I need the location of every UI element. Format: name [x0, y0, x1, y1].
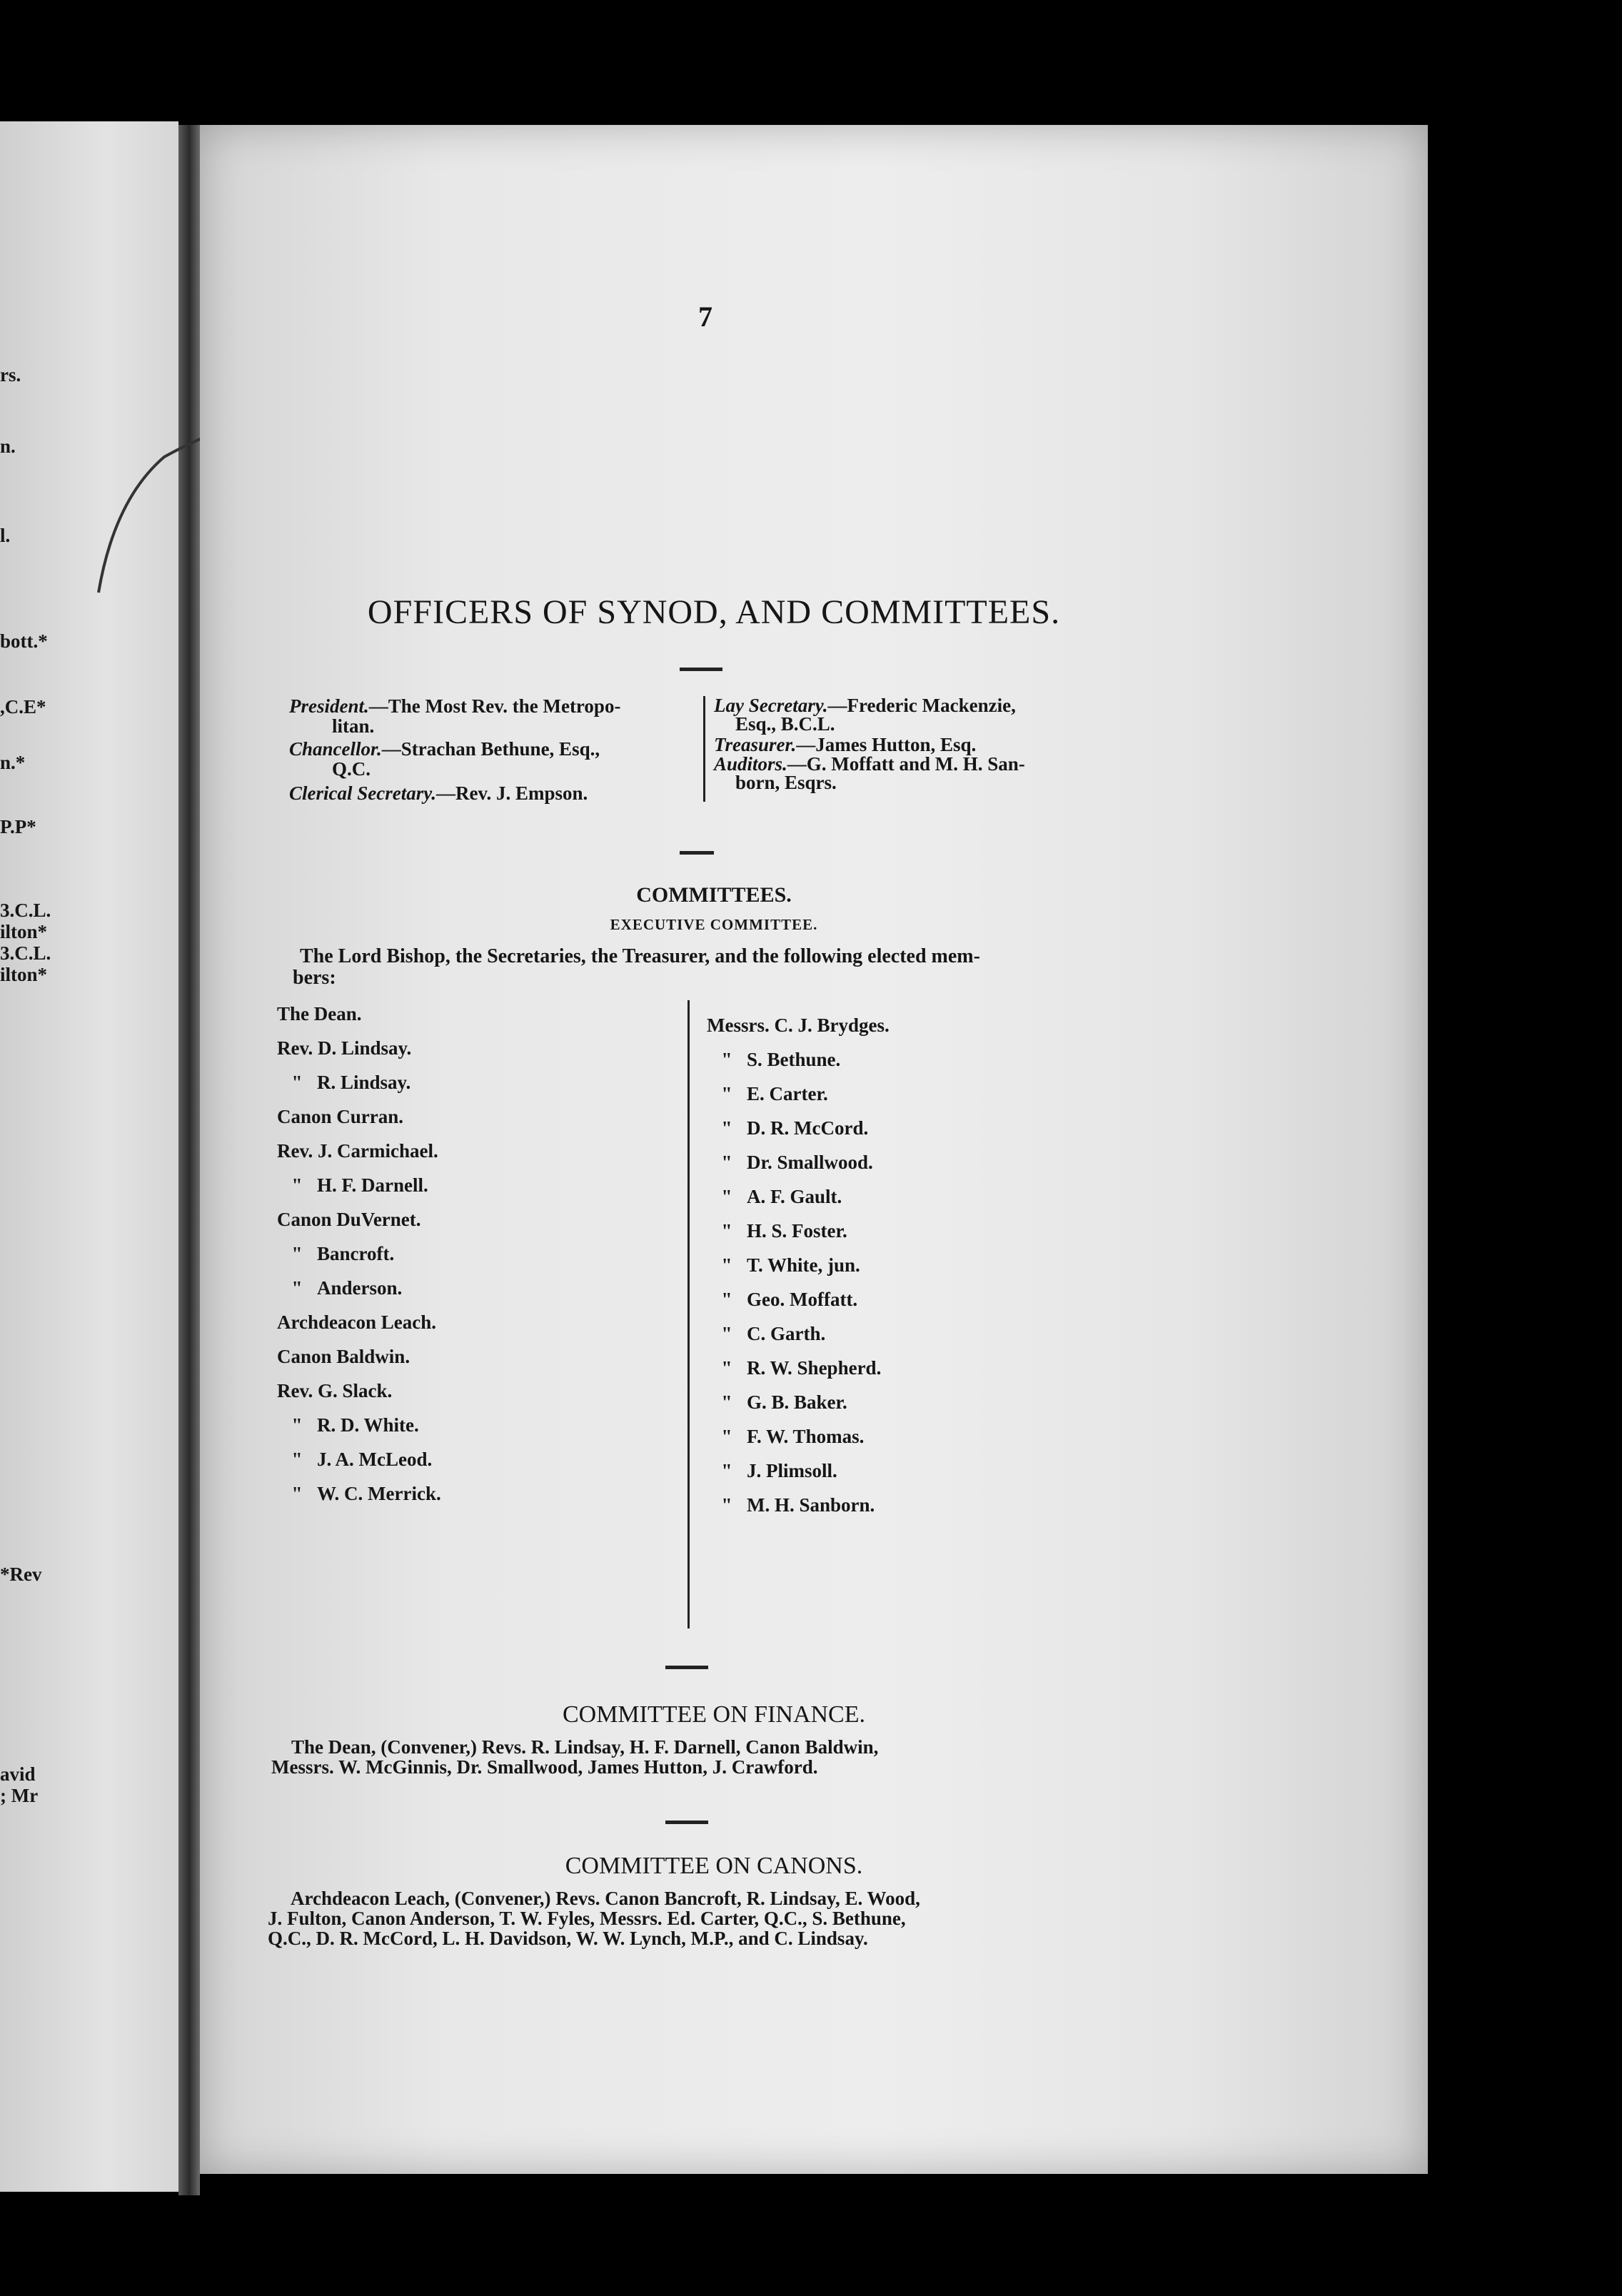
member-item: [707, 1077, 890, 1111]
member-name: Messrs. C. J. Brydges.: [707, 1014, 890, 1036]
canons-line: Archdeacon Leach, (Convener,) Revs. Canon Bancroft, R. Lindsay, E. Wood,: [291, 1888, 920, 1909]
executive-intro-line: bers:: [293, 967, 336, 989]
member-item: [707, 1316, 890, 1351]
ditto-mark: ": [721, 1323, 732, 1344]
officer-detail-cont: Esq., B.C.L.: [735, 713, 835, 735]
officer-detail: —James Hutton, Esq.: [796, 734, 977, 755]
ditto-mark: ": [721, 1049, 732, 1070]
member-item: [707, 1111, 890, 1145]
ditto-mark: ": [721, 1186, 732, 1207]
left-page-fragment: ilton*: [0, 964, 48, 985]
member-name: M. H. Sanborn.: [747, 1494, 875, 1516]
left-page-fragment: ; Mr: [0, 1785, 39, 1806]
member-item: [707, 1042, 890, 1077]
executive-intro-line: The Lord Bishop, the Secretaries, the Treasurer, and the following elected mem-: [300, 945, 980, 967]
officer-role: Lay Secretary.: [714, 695, 828, 716]
ditto-mark: ": [291, 1277, 303, 1299]
ditto-mark: ": [721, 1117, 732, 1139]
finance-heading: COMMITTEE ON FINANCE.: [562, 1701, 866, 1728]
member-item: [277, 997, 441, 1031]
officer-detail: —Frederic Mackenzie,: [827, 695, 1016, 716]
member-name: Rev. G. Slack.: [277, 1380, 393, 1401]
finance-line: Messrs. W. McGinnis, Dr. Smallwood, James Hutton, J. Crawford.: [271, 1756, 818, 1778]
ditto-mark: ": [721, 1391, 732, 1413]
member-name: F. W. Thomas.: [747, 1426, 865, 1447]
member-item: [277, 1065, 441, 1099]
ditto-mark: ": [291, 1174, 303, 1196]
executive-intro: [293, 945, 980, 989]
ditto-mark: ": [721, 1289, 732, 1310]
ditto-mark: ": [721, 1152, 732, 1173]
left-page-fragment: rs.: [0, 364, 21, 386]
member-name: D. R. McCord.: [747, 1117, 869, 1139]
section-divider: [665, 1821, 708, 1824]
member-item: [707, 1282, 890, 1316]
previous-page-edge: [0, 121, 178, 2192]
page-number: 7: [698, 301, 712, 333]
left-page-fragment: 3.C.L.: [0, 900, 51, 921]
member-item: [277, 1237, 441, 1271]
member-name: J. Plimsoll.: [747, 1460, 837, 1481]
officer-detail-cont: litan.: [332, 715, 375, 737]
member-item: [277, 1099, 441, 1134]
member-name: Rev. J. Carmichael.: [277, 1140, 438, 1162]
officer-clerical-secretary: [289, 783, 588, 803]
member-name: A. F. Gault.: [747, 1186, 842, 1207]
member-name: R. W. Shepherd.: [747, 1357, 882, 1379]
member-item: [277, 1442, 441, 1476]
member-name: Rev. D. Lindsay.: [277, 1037, 412, 1059]
member-item: [277, 1134, 441, 1168]
officer-detail: —G. Moffatt and M. H. San-: [787, 753, 1025, 775]
left-page-fragment: n.*: [0, 752, 26, 773]
member-name: Canon Curran.: [277, 1106, 404, 1127]
executive-members-left: [277, 997, 441, 1511]
member-item: [277, 1408, 441, 1442]
member-item: [707, 1351, 890, 1385]
officer-role: President.: [289, 695, 369, 717]
officer-role: Chancellor.: [289, 738, 382, 760]
left-page-fragment: *Rev: [0, 1564, 42, 1585]
officer-detail: —The Most Rev. the Metropo-: [368, 695, 621, 717]
ditto-mark: ": [721, 1083, 732, 1104]
member-name: R. D. White.: [317, 1414, 419, 1436]
member-item: [277, 1339, 441, 1374]
left-page-fragment: avid: [0, 1763, 36, 1785]
officer-detail-cont: born, Esqrs.: [735, 772, 837, 793]
ditto-mark: ": [721, 1426, 732, 1447]
left-page-fragment: n.: [0, 435, 16, 457]
member-name: W. C. Merrick.: [317, 1483, 441, 1504]
ditto-mark: ": [291, 1072, 303, 1093]
member-name: Geo. Moffatt.: [747, 1289, 858, 1310]
ditto-mark: ": [721, 1357, 732, 1379]
member-name: H. F. Darnell.: [317, 1174, 428, 1196]
member-name: Archdeacon Leach.: [277, 1311, 436, 1333]
finance-line: The Dean, (Convener,) Revs. R. Lindsay, H. F. Darnell, Canon Baldwin,: [291, 1736, 879, 1758]
member-name: C. Garth.: [747, 1323, 826, 1344]
member-name: The Dean.: [277, 1003, 362, 1024]
canons-line: J. Fulton, Canon Anderson, T. W. Fyles, Messrs. Ed. Carter, Q.C., S. Bethune,: [268, 1908, 906, 1929]
left-page-fragment: ,C.E*: [0, 696, 46, 718]
executive-members-right: [707, 1008, 890, 1522]
officer-role: Auditors.: [714, 753, 787, 775]
officer-detail-cont: Q.C.: [332, 758, 371, 780]
document-page: [200, 125, 1428, 2174]
member-item: [277, 1271, 441, 1305]
page-title: OFFICERS OF SYNOD, AND COMMITTEES.: [367, 593, 1061, 631]
ditto-mark: ": [721, 1220, 732, 1242]
member-item: [707, 1419, 890, 1454]
member-item: [707, 1179, 890, 1214]
member-item: [277, 1031, 441, 1065]
member-name: Canon DuVernet.: [277, 1209, 421, 1230]
executive-heading: EXECUTIVE COMMITTEE.: [610, 916, 818, 933]
member-name: S. Bethune.: [747, 1049, 841, 1070]
member-item: [707, 1008, 890, 1042]
member-item: [277, 1305, 441, 1339]
committees-heading: COMMITTEES.: [636, 883, 792, 907]
member-name: G. B. Baker.: [747, 1391, 847, 1413]
ditto-mark: ": [721, 1460, 732, 1481]
left-page-fragment: bott.*: [0, 630, 48, 652]
section-divider: [665, 1666, 708, 1669]
member-item: [707, 1488, 890, 1522]
officer-auditors: [714, 755, 1025, 792]
member-name: R. Lindsay.: [317, 1072, 411, 1093]
canons-line: Q.C., D. R. McCord, L. H. Davidson, W. W. Lynch, M.P., and C. Lindsay.: [268, 1928, 868, 1949]
ditto-mark: ": [721, 1494, 732, 1516]
title-divider: [680, 668, 722, 671]
member-item: [707, 1214, 890, 1248]
member-item: [707, 1454, 890, 1488]
officer-role: Treasurer.: [714, 734, 797, 755]
ditto-mark: ": [291, 1243, 303, 1264]
ditto-mark: ": [291, 1483, 303, 1504]
member-item: [707, 1248, 890, 1282]
left-page-fragment: l.: [0, 525, 11, 546]
left-page-fragment: P.P*: [0, 816, 36, 837]
member-item: [277, 1202, 441, 1237]
member-name: Dr. Smallwood.: [747, 1152, 873, 1173]
member-item: [277, 1374, 441, 1408]
book-gutter: [178, 125, 200, 2195]
finance-members: [271, 1737, 878, 1777]
member-item: [277, 1476, 441, 1511]
officer-president: [289, 696, 620, 736]
section-divider: [680, 851, 714, 855]
left-page-fragment: ilton*: [0, 921, 48, 942]
officer-chancellor: [289, 739, 600, 779]
member-item: [277, 1168, 441, 1202]
left-page-fragment: 3.C.L.: [0, 942, 51, 964]
member-item: [707, 1145, 890, 1179]
officer-treasurer: [714, 735, 976, 754]
member-name: T. White, jun.: [747, 1254, 860, 1276]
member-name: Anderson.: [317, 1277, 403, 1299]
member-name: J. A. McLeod.: [317, 1449, 433, 1470]
member-name: Canon Baldwin.: [277, 1346, 410, 1367]
officer-lay-secretary: [714, 696, 1016, 733]
member-item: [707, 1385, 890, 1419]
ditto-mark: ": [291, 1449, 303, 1470]
ditto-mark: ": [291, 1414, 303, 1436]
officers-divider: [703, 696, 705, 802]
members-divider: [687, 1000, 690, 1628]
member-name: Bancroft.: [317, 1243, 395, 1264]
canons-members: [268, 1888, 920, 1948]
officer-detail: —Rev. J. Empson.: [435, 782, 588, 804]
canons-heading: COMMITTEE ON CANONS.: [565, 1853, 863, 1879]
officer-detail: —Strachan Bethune, Esq.,: [381, 738, 600, 760]
member-name: H. S. Foster.: [747, 1220, 847, 1242]
member-name: E. Carter.: [747, 1083, 828, 1104]
officer-role: Clerical Secretary.: [289, 782, 436, 804]
ditto-mark: ": [721, 1254, 732, 1276]
